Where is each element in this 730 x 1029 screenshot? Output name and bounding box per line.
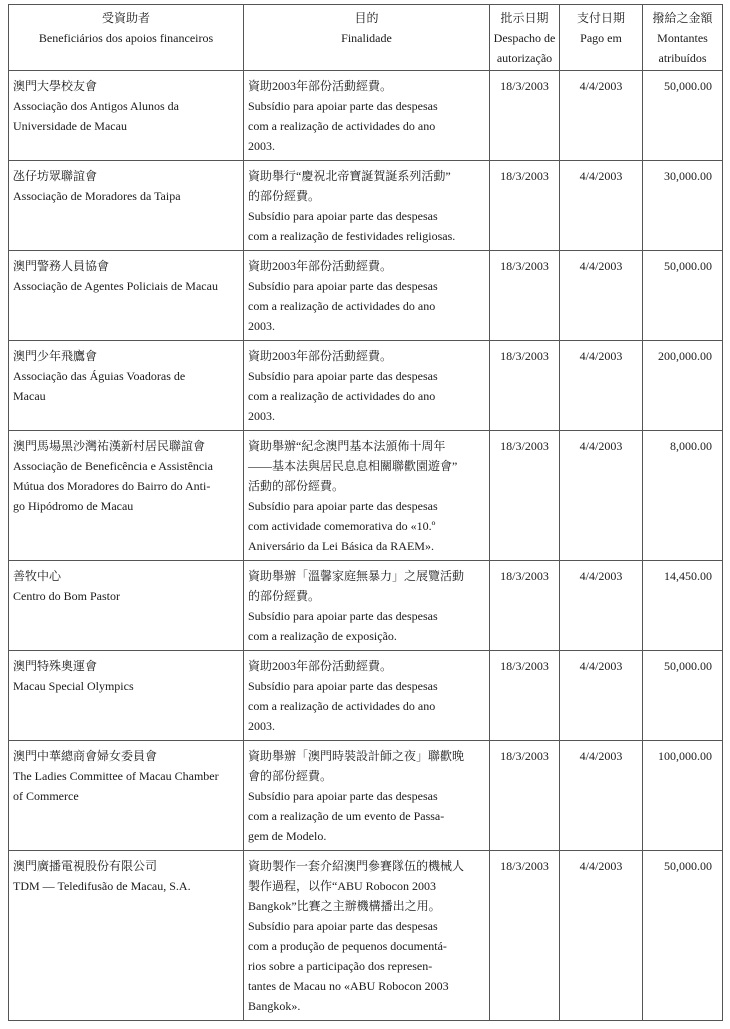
purpose-cell-line: 的部份經費。 xyxy=(248,589,321,603)
purpose-cell-line: Subsídio para apoiar parte das despesas xyxy=(248,499,438,513)
header-authorization-pt1: Despacho de xyxy=(493,31,556,45)
purpose-cell-line: 資助2003年部份活動經費。 xyxy=(248,659,393,673)
authorization-date-cell: 18/3/2003 xyxy=(490,561,560,651)
purpose-cell xyxy=(244,741,490,851)
payment-date-cell: 4/4/2003 xyxy=(560,651,643,741)
purpose-cell xyxy=(244,71,490,161)
purpose-cell-line: tantes de Macau no «ABU Robocon 2003 xyxy=(248,979,449,993)
header-amount-pt1: Montantes xyxy=(657,31,708,45)
purpose-cell-line: Subsídio para apoiar parte das despesas xyxy=(248,789,438,803)
payment-date-cell: 4/4/2003 xyxy=(560,561,643,651)
purpose-cell-line: 的部份經費。 xyxy=(248,189,321,203)
beneficiary-cell-line: Associação dos Antigos Alunos da xyxy=(13,99,179,113)
beneficiary-cell-line: 澳門大學校友會 xyxy=(13,79,98,93)
purpose-cell xyxy=(244,341,490,431)
beneficiary-cell xyxy=(9,251,244,341)
table-row xyxy=(9,651,723,741)
beneficiary-cell xyxy=(9,71,244,161)
purpose-cell-line: 資助2003年部份活動經費。 xyxy=(248,259,393,273)
authorization-date-cell: 18/3/2003 xyxy=(490,251,560,341)
payment-date-cell: 4/4/2003 xyxy=(560,431,643,561)
amount-cell: 100,000.00 xyxy=(643,741,723,851)
purpose-cell-line: com a produção de pequenos documentá- xyxy=(248,939,447,953)
table-row xyxy=(9,741,723,851)
beneficiary-cell-line: Centro do Bom Pastor xyxy=(13,589,120,603)
beneficiary-cell xyxy=(9,741,244,851)
purpose-cell-line: 資助2003年部份活動經費。 xyxy=(248,79,393,93)
purpose-cell-line: com a realização de actividades do ano xyxy=(248,699,436,713)
amount-cell: 8,000.00 xyxy=(643,431,723,561)
authorization-date-cell: 18/3/2003 xyxy=(490,71,560,161)
header-amount-zh: 撥給之金額 xyxy=(652,11,713,25)
purpose-cell-line: Subsídio para apoiar parte das despesas xyxy=(248,99,438,113)
payment-date-cell: 4/4/2003 xyxy=(560,741,643,851)
purpose-cell-line: 會的部份經費。 xyxy=(248,769,333,783)
beneficiary-cell-line: go Hipódromo de Macau xyxy=(13,499,134,513)
header-amount xyxy=(643,5,723,71)
purpose-cell-line: 資助舉辦「溫馨家庭無暴力」之展覽活動 xyxy=(248,569,465,583)
beneficiary-cell xyxy=(9,161,244,251)
header-beneficiary xyxy=(9,5,244,71)
header-authorization-pt2: autorização xyxy=(496,51,553,65)
beneficiary-cell-line: 澳門廣播電視股份有限公司 xyxy=(13,859,158,873)
authorization-date-cell: 18/3/2003 xyxy=(490,741,560,851)
header-payment-zh: 支付日期 xyxy=(576,11,625,25)
beneficiary-cell-line: 澳門少年飛鷹會 xyxy=(13,349,98,363)
purpose-cell-line: com a realização de actividades do ano xyxy=(248,119,436,133)
beneficiary-cell-line: Associação de Agentes Policiais de Macau xyxy=(13,279,218,293)
purpose-cell-line: com a realização de um evento de Passa- xyxy=(248,809,445,823)
header-payment-pt: Pago em xyxy=(580,31,622,45)
beneficiary-cell xyxy=(9,851,244,1021)
grants-table xyxy=(8,4,723,1021)
table-row xyxy=(9,431,723,561)
purpose-cell-line: Bangkok». xyxy=(248,999,301,1013)
payment-date-cell: 4/4/2003 xyxy=(560,341,643,431)
payment-date-cell: 4/4/2003 xyxy=(560,851,643,1021)
payment-date-cell: 4/4/2003 xyxy=(560,71,643,161)
purpose-cell-line: ——基本法與居民息息相關聯歡園遊會” xyxy=(248,459,458,473)
table-row xyxy=(9,161,723,251)
purpose-cell xyxy=(244,251,490,341)
table-row xyxy=(9,251,723,341)
purpose-cell xyxy=(244,651,490,741)
payment-date-cell: 4/4/2003 xyxy=(560,161,643,251)
beneficiary-cell-line: Universidade de Macau xyxy=(13,119,127,133)
purpose-cell-line: Bangkok”比賽之主辦機構播出之用。 xyxy=(248,899,441,913)
purpose-cell-line: 活動的部份經費。 xyxy=(248,479,345,493)
purpose-cell-line: Aniversário da Lei Básica da RAEM». xyxy=(248,539,434,553)
table-row xyxy=(9,851,723,1021)
authorization-date-cell: 18/3/2003 xyxy=(490,851,560,1021)
beneficiary-cell-line: 善牧中心 xyxy=(13,569,62,583)
header-purpose-pt: Finalidade xyxy=(341,31,392,45)
beneficiary-cell-line: Associação de Beneficência e Assistência xyxy=(13,459,213,473)
beneficiary-cell-line: Mútua dos Moradores do Bairro do Anti- xyxy=(13,479,211,493)
beneficiary-cell-line: 氹仔坊眾聯誼會 xyxy=(13,169,98,183)
beneficiary-cell-line: 澳門警務人員協會 xyxy=(13,259,110,273)
beneficiary-cell-line: The Ladies Committee of Macau Chamber xyxy=(13,769,219,783)
purpose-cell-line: 資助製作一套介紹澳門參賽隊伍的機械人 xyxy=(248,859,465,873)
beneficiary-cell xyxy=(9,651,244,741)
purpose-cell-line: com a realização de actividades do ano xyxy=(248,299,436,313)
purpose-cell-line: com actividade comemorativa do «10.º xyxy=(248,519,436,533)
table-row xyxy=(9,561,723,651)
purpose-cell xyxy=(244,851,490,1021)
purpose-cell-line: com a realização de festividades religiosas. xyxy=(248,229,456,243)
table-header xyxy=(9,5,723,71)
amount-cell: 50,000.00 xyxy=(643,71,723,161)
beneficiary-cell-line: Macau xyxy=(13,389,46,403)
beneficiary-cell-line: Associação das Águias Voadoras de xyxy=(13,369,186,383)
purpose-cell-line: Subsídio para apoiar parte das despesas xyxy=(248,609,438,623)
beneficiary-cell-line: of Commerce xyxy=(13,789,79,803)
purpose-cell-line: 資助舉辦「澳門時裝設計師之夜」聯歡晚 xyxy=(248,749,465,763)
beneficiary-cell xyxy=(9,341,244,431)
purpose-cell-line: Subsídio para apoiar parte das despesas xyxy=(248,679,438,693)
beneficiary-cell xyxy=(9,561,244,651)
purpose-cell-line: 2003. xyxy=(248,409,275,423)
authorization-date-cell: 18/3/2003 xyxy=(490,161,560,251)
purpose-cell-line: com a realização de exposição. xyxy=(248,629,397,643)
beneficiary-cell-line: Macau Special Olympics xyxy=(13,679,134,693)
beneficiary-cell-line: TDM — Teledifusão de Macau, S.A. xyxy=(13,879,191,893)
beneficiary-cell-line: 澳門特殊奧運會 xyxy=(13,659,98,673)
purpose-cell xyxy=(244,561,490,651)
amount-cell: 14,450.00 xyxy=(643,561,723,651)
purpose-cell xyxy=(244,161,490,251)
amount-cell: 200,000.00 xyxy=(643,341,723,431)
beneficiary-cell xyxy=(9,431,244,561)
purpose-cell-line: 資助舉行“慶祝北帝寶誕賀誕系列活動” xyxy=(248,169,451,183)
amount-cell: 50,000.00 xyxy=(643,251,723,341)
table-row xyxy=(9,341,723,431)
table-row xyxy=(9,71,723,161)
purpose-cell-line: Subsídio para apoiar parte das despesas xyxy=(248,279,438,293)
authorization-date-cell: 18/3/2003 xyxy=(490,341,560,431)
header-beneficiary-pt: Beneficiários dos apoios financeiros xyxy=(38,31,214,45)
beneficiary-cell-line: 澳門馬場黑沙灣祐漢新村居民聯誼會 xyxy=(13,439,206,453)
header-amount-pt2: atribuídos xyxy=(658,51,707,65)
purpose-cell-line: rios sobre a participação dos represen- xyxy=(248,959,433,973)
purpose-cell-line: 2003. xyxy=(248,319,275,333)
beneficiary-cell-line: Associação de Moradores da Taipa xyxy=(13,189,181,203)
purpose-cell-line: 資助舉辦“紀念澳門基本法頒佈十周年 xyxy=(248,439,446,453)
purpose-cell-line: Subsídio para apoiar parte das despesas xyxy=(248,209,438,223)
amount-cell: 30,000.00 xyxy=(643,161,723,251)
purpose-cell-line: com a realização de actividades do ano xyxy=(248,389,436,403)
purpose-cell-line: 2003. xyxy=(248,139,275,153)
purpose-cell-line: Subsídio para apoiar parte das despesas xyxy=(248,919,438,933)
header-authorization xyxy=(490,5,560,71)
header-purpose xyxy=(244,5,490,71)
purpose-cell-line: Subsídio para apoiar parte das despesas xyxy=(248,369,438,383)
header-purpose-zh: 目的 xyxy=(354,11,379,25)
header-payment xyxy=(560,5,643,71)
header-authorization-zh: 批示日期 xyxy=(500,11,549,25)
beneficiary-cell-line: 澳門中華總商會婦女委員會 xyxy=(13,749,158,763)
purpose-cell-line: 2003. xyxy=(248,719,275,733)
authorization-date-cell: 18/3/2003 xyxy=(490,651,560,741)
amount-cell: 50,000.00 xyxy=(643,651,723,741)
purpose-cell xyxy=(244,431,490,561)
purpose-cell-line: 資助2003年部份活動經費。 xyxy=(248,349,393,363)
purpose-cell-line: gem de Modelo. xyxy=(248,829,327,843)
amount-cell: 50,000.00 xyxy=(643,851,723,1021)
header-beneficiary-zh: 受資助者 xyxy=(101,11,150,25)
authorization-date-cell: 18/3/2003 xyxy=(490,431,560,561)
purpose-cell-line: 製作過程，以作“ABU Robocon 2003 xyxy=(248,879,436,893)
payment-date-cell: 4/4/2003 xyxy=(560,251,643,341)
table-body xyxy=(9,71,723,1021)
